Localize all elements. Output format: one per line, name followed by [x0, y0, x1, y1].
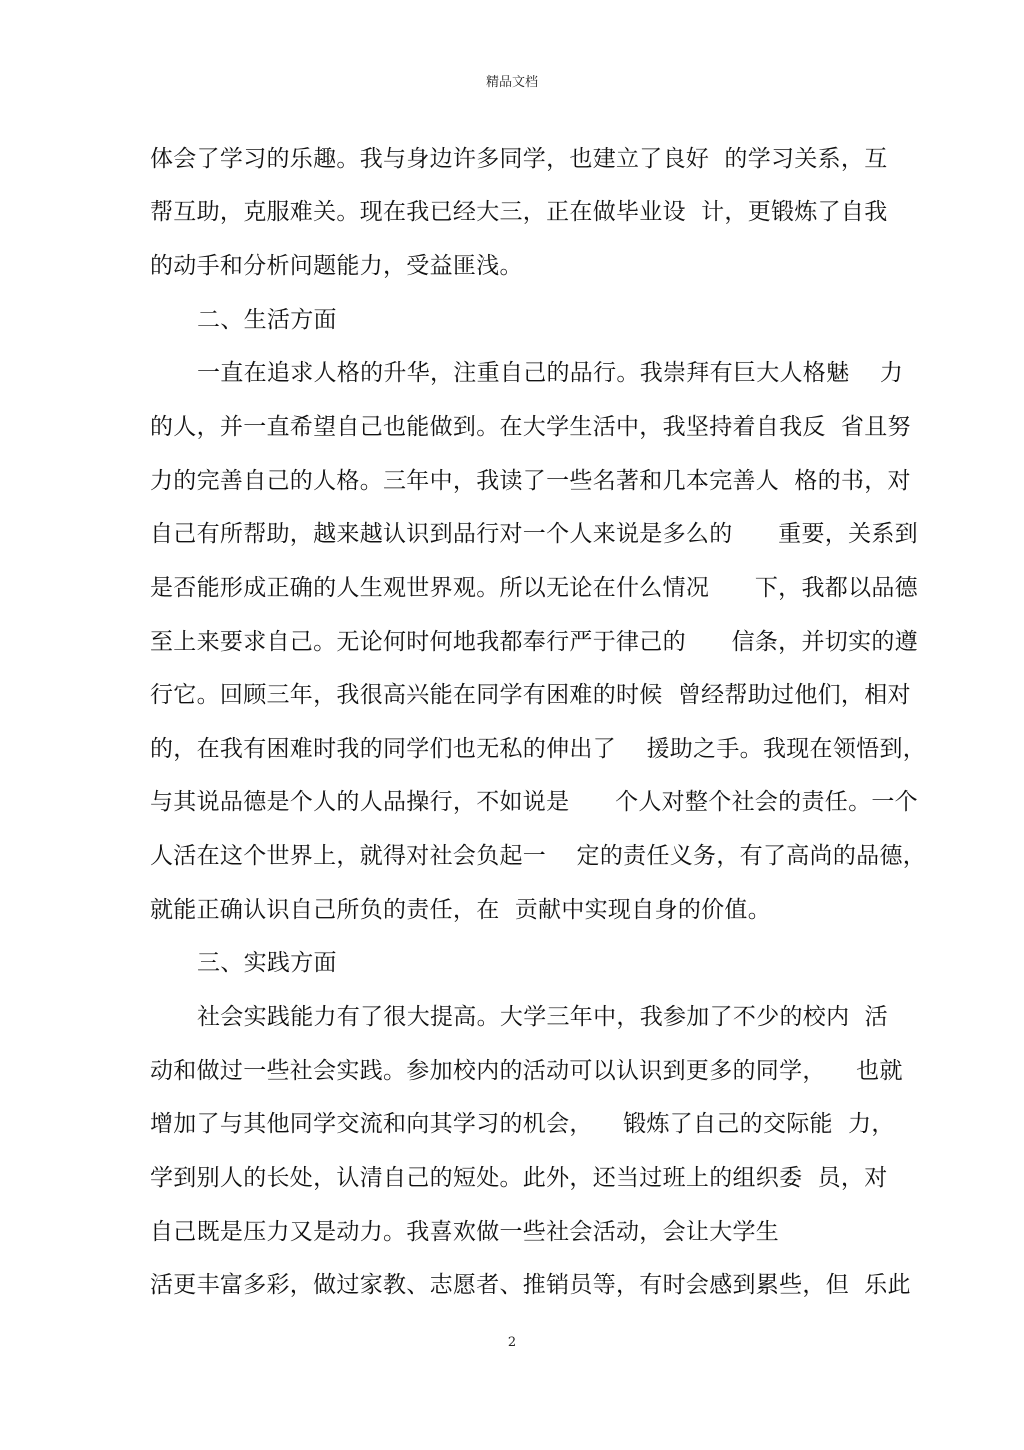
body-line: 的动手和分析问题能力，受益匪浅。: [150, 253, 523, 279]
body-line: 一直在追求人格的升华，注重自己的品行。我崇拜有巨大人格魅 力: [197, 360, 904, 386]
body-line: 学到别人的长处，认清自己的短处。此外，还当过班上的组织委 员，对: [150, 1165, 888, 1191]
body-line: 帮互助，克服难关。现在我已经大三，正在做毕业设 计，更锻炼了自我: [150, 199, 888, 225]
page-header: 精品文档: [485, 75, 538, 90]
body-line: 力的完善自己的人格。三年中，我读了一些名著和几本完善人 格的书，对: [150, 468, 911, 494]
body-line: 至上来要求自己。无论何时何地我都奉行严于律己的 信条，并切实的遵: [150, 629, 918, 655]
body-line: 人活在这个世界上，就得对社会负起一 定的责任义务，有了高尚的品德，: [150, 843, 927, 869]
body-line: 的人，并一直希望自己也能做到。在大学生活中，我坚持着自我反 省且努: [150, 414, 911, 440]
body-line: 体会了学习的乐趣。我与身边许多同学，也建立了良好 的学习关系，互: [150, 146, 888, 172]
body-line: 与其说品德是个人的人品操行，不如说是 个人对整个社会的责任。一个: [150, 789, 918, 815]
body-line: 活更丰富多彩，做过家教、志愿者、推销员等，有时会感到累些，但 乐此: [150, 1272, 911, 1298]
body-line: 自己既是压力又是动力。我喜欢做一些社会活动，会让大学生: [150, 1219, 780, 1245]
body-line: 增加了与其他同学交流和向其学习的机会， 锻炼了自己的交际能 力，: [150, 1111, 895, 1137]
body-line: 的，在我有困难时我的同学们也无私的伸出了 援助之手。我现在领悟到，: [150, 736, 927, 762]
body-line: 就能正确认识自己所负的责任，在 贡献中实现自身的价值。: [150, 897, 772, 923]
body-line: 动和做过一些社会实践。参加校内的活动可以认识到更多的同学， 也就: [150, 1058, 903, 1084]
page-number: 2: [507, 1335, 517, 1350]
body-line: 行它。回顾三年，我很高兴能在同学有困难的时候 曾经帮助过他们，相对: [150, 682, 911, 708]
body-line: 社会实践能力有了很大提高。大学三年中，我参加了不少的校内 活: [197, 1004, 888, 1030]
body-line: 自己有所帮助，越来越认识到品行对一个人来说是多么的 重要，关系到: [150, 521, 918, 547]
section-heading: 三、实践方面: [197, 950, 337, 976]
body-line: 是否能形成正确的人生观世界观。所以无论在什么情况 下，我都以品德: [150, 575, 918, 601]
section-heading: 二、生活方面: [197, 307, 337, 333]
